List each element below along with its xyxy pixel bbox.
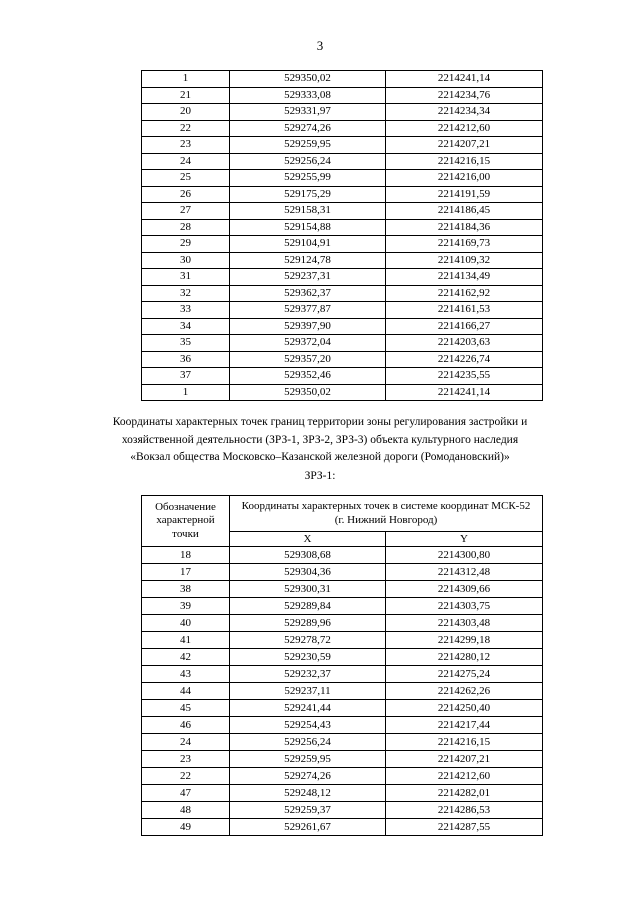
x-coordinate: 529372,04 [230, 335, 386, 352]
point-number: 36 [142, 351, 230, 368]
table-row [142, 302, 543, 319]
point-number: 39 [142, 598, 230, 615]
x-coordinate: 529124,78 [230, 252, 386, 269]
point-number: 46 [142, 717, 230, 734]
table-row [142, 269, 543, 286]
heading-line-3: «Вокзал общества Московско–Казанской железной дороги (Ромодановский)» [130, 451, 510, 463]
x-coordinate: 529237,11 [230, 683, 386, 700]
y-coordinate: 2214280,12 [386, 649, 543, 666]
point-number: 35 [142, 335, 230, 352]
y-coordinate: 2214184,36 [386, 219, 543, 236]
page-number: 3 [316, 38, 324, 53]
x-coordinate: 529237,31 [230, 269, 386, 286]
table-row [142, 615, 543, 632]
point-number: 25 [142, 170, 230, 187]
table-row [142, 581, 543, 598]
x-coordinate: 529256,24 [230, 153, 386, 170]
point-number: 21 [142, 87, 230, 104]
y-coordinate: 2214303,75 [386, 598, 543, 615]
point-number: 1 [142, 71, 230, 88]
point-number: 27 [142, 203, 230, 220]
point-number: 30 [142, 252, 230, 269]
header-coordinate-system: Координаты характерных точек в системе координат МСК-52 (г. Нижний Новгород) [230, 496, 543, 532]
point-number: 18 [142, 547, 230, 564]
point-number: 17 [142, 564, 230, 581]
x-coordinate: 529230,59 [230, 649, 386, 666]
x-coordinate: 529261,67 [230, 819, 386, 836]
y-coordinate: 2214216,15 [386, 734, 543, 751]
table-row [142, 87, 543, 104]
table-row [142, 598, 543, 615]
y-coordinate: 2214217,44 [386, 717, 543, 734]
table-row [142, 751, 543, 768]
table-row [142, 666, 543, 683]
point-number: 38 [142, 581, 230, 598]
point-number: 33 [142, 302, 230, 319]
y-coordinate: 2214303,48 [386, 615, 543, 632]
y-coordinate: 2214161,53 [386, 302, 543, 319]
x-coordinate: 529158,31 [230, 203, 386, 220]
table-row [142, 717, 543, 734]
x-coordinate: 529259,95 [230, 751, 386, 768]
table-row [142, 632, 543, 649]
table-row [142, 236, 543, 253]
point-number: 45 [142, 700, 230, 717]
table-row [142, 649, 543, 666]
table-row [142, 170, 543, 187]
y-coordinate: 2214191,59 [386, 186, 543, 203]
x-coordinate: 529232,37 [230, 666, 386, 683]
point-number: 40 [142, 615, 230, 632]
table-row [142, 368, 543, 385]
header-point-designation: Обозначение характерной точки [142, 496, 230, 547]
section-heading [100, 414, 540, 467]
y-coordinate: 2214282,01 [386, 785, 543, 802]
y-coordinate: 2214186,45 [386, 203, 543, 220]
table-row [142, 285, 543, 302]
y-coordinate: 2214286,53 [386, 802, 543, 819]
point-number: 32 [142, 285, 230, 302]
y-coordinate: 2214216,00 [386, 170, 543, 187]
point-number: 20 [142, 104, 230, 121]
y-coordinate: 2214234,76 [386, 87, 543, 104]
y-coordinate: 2214241,14 [386, 384, 543, 401]
point-number: 22 [142, 120, 230, 137]
table-row [142, 120, 543, 137]
x-coordinate: 529304,36 [230, 564, 386, 581]
table-row [142, 734, 543, 751]
point-number: 29 [142, 236, 230, 253]
table2-body [142, 547, 543, 836]
heading-line-1: Координаты характерных точек границ территории зоны регулирования застройки и [112, 416, 528, 428]
table1-body [142, 71, 543, 401]
table-row [142, 137, 543, 154]
x-coordinate: 529350,02 [230, 71, 386, 88]
table-row [142, 785, 543, 802]
y-coordinate: 2214250,40 [386, 700, 543, 717]
table-row [142, 71, 543, 88]
x-coordinate: 529289,84 [230, 598, 386, 615]
table-row [142, 219, 543, 236]
x-coordinate: 529274,26 [230, 120, 386, 137]
table-row [142, 186, 543, 203]
x-coordinate: 529333,08 [230, 87, 386, 104]
y-coordinate: 2214109,32 [386, 252, 543, 269]
y-coordinate: 2214169,73 [386, 236, 543, 253]
table-row [142, 203, 543, 220]
x-coordinate: 529241,44 [230, 700, 386, 717]
x-coordinate: 529259,37 [230, 802, 386, 819]
table-row [142, 768, 543, 785]
point-number: 28 [142, 219, 230, 236]
point-number: 43 [142, 666, 230, 683]
table-row [142, 384, 543, 401]
y-coordinate: 2214235,55 [386, 368, 543, 385]
table-row [142, 153, 543, 170]
x-coordinate: 529175,29 [230, 186, 386, 203]
point-number: 49 [142, 819, 230, 836]
point-number: 26 [142, 186, 230, 203]
y-coordinate: 2214212,60 [386, 768, 543, 785]
table-row [142, 819, 543, 836]
table-row [142, 252, 543, 269]
x-coordinate: 529154,88 [230, 219, 386, 236]
x-coordinate: 529254,43 [230, 717, 386, 734]
table-row [142, 318, 543, 335]
x-coordinate: 529256,24 [230, 734, 386, 751]
y-coordinate: 2214207,21 [386, 137, 543, 154]
y-coordinate: 2214275,24 [386, 666, 543, 683]
x-coordinate: 529308,68 [230, 547, 386, 564]
point-number: 24 [142, 734, 230, 751]
coordinates-table-continued [141, 70, 543, 401]
point-number: 34 [142, 318, 230, 335]
point-number: 1 [142, 384, 230, 401]
table-row [142, 564, 543, 581]
x-coordinate: 529255,99 [230, 170, 386, 187]
y-coordinate: 2214203,63 [386, 335, 543, 352]
point-number: 23 [142, 751, 230, 768]
table-row [142, 700, 543, 717]
table-row [142, 335, 543, 352]
x-coordinate: 529357,20 [230, 351, 386, 368]
y-coordinate: 2214312,48 [386, 564, 543, 581]
y-coordinate: 2214134,49 [386, 269, 543, 286]
y-coordinate: 2214207,21 [386, 751, 543, 768]
x-coordinate: 529350,02 [230, 384, 386, 401]
y-coordinate: 2214241,14 [386, 71, 543, 88]
x-coordinate: 529289,96 [230, 615, 386, 632]
table2-header-row [142, 496, 543, 532]
table-row [142, 802, 543, 819]
y-coordinate: 2214287,55 [386, 819, 543, 836]
x-coordinate: 529300,31 [230, 581, 386, 598]
point-number: 37 [142, 368, 230, 385]
point-number: 42 [142, 649, 230, 666]
table-row [142, 683, 543, 700]
y-coordinate: 2214299,18 [386, 632, 543, 649]
y-coordinate: 2214309,66 [386, 581, 543, 598]
y-coordinate: 2214162,92 [386, 285, 543, 302]
y-coordinate: 2214216,15 [386, 153, 543, 170]
point-number: 31 [142, 269, 230, 286]
x-coordinate: 529248,12 [230, 785, 386, 802]
point-number: 48 [142, 802, 230, 819]
y-coordinate: 2214262,26 [386, 683, 543, 700]
x-coordinate: 529278,72 [230, 632, 386, 649]
heading-line-2: хозяйственной деятельности (ЗРЗ-1, ЗРЗ-2, ЗРЗ-3) объекта культурного наследия [121, 433, 519, 446]
x-coordinate: 529397,90 [230, 318, 386, 335]
point-number: 22 [142, 768, 230, 785]
point-number: 24 [142, 153, 230, 170]
zrz1-coordinates-table [141, 495, 543, 836]
y-coordinate: 2214234,34 [386, 104, 543, 121]
point-number: 23 [142, 137, 230, 154]
point-number: 41 [142, 632, 230, 649]
header-x: X [230, 532, 386, 547]
zone-subheading: ЗРЗ-1: [304, 470, 336, 482]
header-y: Y [386, 532, 543, 547]
y-coordinate: 2214212,60 [386, 120, 543, 137]
x-coordinate: 529352,46 [230, 368, 386, 385]
x-coordinate: 529362,37 [230, 285, 386, 302]
table-row [142, 351, 543, 368]
y-coordinate: 2214226,74 [386, 351, 543, 368]
y-coordinate: 2214166,27 [386, 318, 543, 335]
table-row [142, 547, 543, 564]
table-row [142, 104, 543, 121]
x-coordinate: 529259,95 [230, 137, 386, 154]
x-coordinate: 529331,97 [230, 104, 386, 121]
x-coordinate: 529377,87 [230, 302, 386, 319]
x-coordinate: 529274,26 [230, 768, 386, 785]
x-coordinate: 529104,91 [230, 236, 386, 253]
point-number: 44 [142, 683, 230, 700]
point-number: 47 [142, 785, 230, 802]
y-coordinate: 2214300,80 [386, 547, 543, 564]
